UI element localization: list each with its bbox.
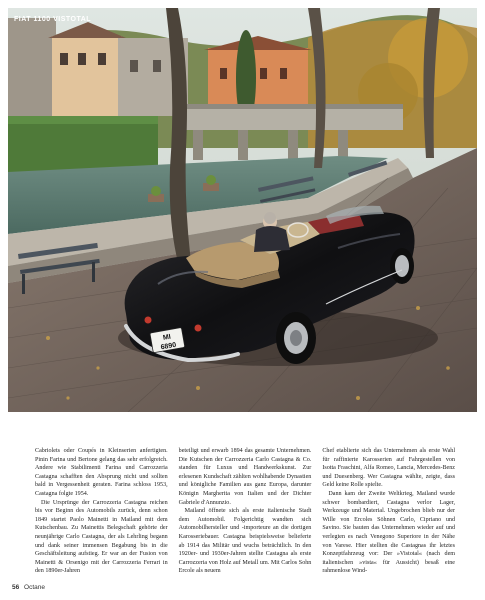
page-number: 56 bbox=[12, 584, 20, 591]
text-column-1 bbox=[35, 447, 168, 593]
paragraph: Mailand öffnete sich als erste italienische Stadt dem Automobil. Folgerichtig wandten sich Automobilhersteller und -importeure an die dortigen Karosseriebauer. Castagna beispielsweise belieferte ab 1914 das Militär und wuchs beträchtlich. In den 1920er- und 1930er-Jahren stellte Castagna als erste Carrozzeria von Holz auf Metall um. Mit Carlos Sohn Ercole als neuem bbox=[178, 508, 312, 575]
paragraph: Chef etablierte sich das Unternehmen als erste Wahl für raffinierte Karosserien auf Fahrgestellen von Isotta Fraschini, Alfa Romeo, Lancia, Mercedes-Benz und Duesenberg. Wer Castagna wählte, zeigte, dass Geld keine Rolle spielte. bbox=[322, 448, 456, 489]
section-tag: FIAT 1100 VISTOTAL bbox=[14, 16, 92, 23]
paragraph: Die Ursprünge der Carrozzeria Castagna reichen bis vor Beginn des Automobils zurück, denn schon 1849 startet Paolo Mainetti in Mailand mit dem Kutschenbau. Zu Mainettis Belegschaft gehörte der neunjährige Carlo Castagna, der als Lehrling begann und dank seiner immensen Begabung bis in die Geschäftsleitung aufstieg. Er war an der Fusion von Mainetti & Orsenigo mit der Carrozzeria Ferrari in den 1890er-Jahren bbox=[35, 499, 168, 575]
text-column-3 bbox=[322, 447, 455, 593]
car-street-scene-photo bbox=[8, 8, 477, 412]
paragraph: beteiligt und erwarb 1894 das gesamte Unternehmen. Die Kutschen der Carrozzeria Carlo Castagna & Co. standen für Luxus und Handwerkskunst. Zur erlesenen Kundschaft zählten wohlhabende Dynastien und königliche Familien aus ganz Europa, darunter Königin Margherita von Italien und der Dichter Gabriele d'Annunzio. bbox=[178, 448, 312, 506]
license-plate-line2: 6890 bbox=[160, 341, 177, 352]
license-plate-line1: MI bbox=[162, 333, 172, 342]
text-column-2 bbox=[179, 447, 312, 593]
hero-photo bbox=[8, 8, 477, 412]
paragraph: Dann kam der Zweite Weltkrieg, Mailand wurde schwer bombardiert, Castagna verlor Lager, Werkzeuge und Material. Ungebrochen blieb nur der Wille von Ercoles Söhnen Carlo, Cipriano und Savino. Sie bauten das Unternehmen wieder auf und verlegten es nach Venegono Superiore in der Nähe von Varese. Hier stellten die Castagnas ihr letztes Konzeptfahrzeug vor: Der »Vistotal« (nach dem italienischen »vista« für Aussicht) besaß eine rahmenlose Wind- bbox=[322, 490, 456, 575]
magazine-name: Octane bbox=[24, 584, 46, 591]
paragraph: Cabriolets oder Coupés in Kleinserien anfertigten. Pinin Farina und Bertone gelang das sehr erfolgreich. Andere wie Stabilimenti Farina und Carrozzeria Castagna schafften den Absprung nicht und sollten bald in Vergessenheit geraten. Farina schloss 1953, Castagna folgte 1954. bbox=[35, 448, 168, 497]
page-footer bbox=[12, 584, 45, 591]
article-body bbox=[35, 447, 455, 593]
